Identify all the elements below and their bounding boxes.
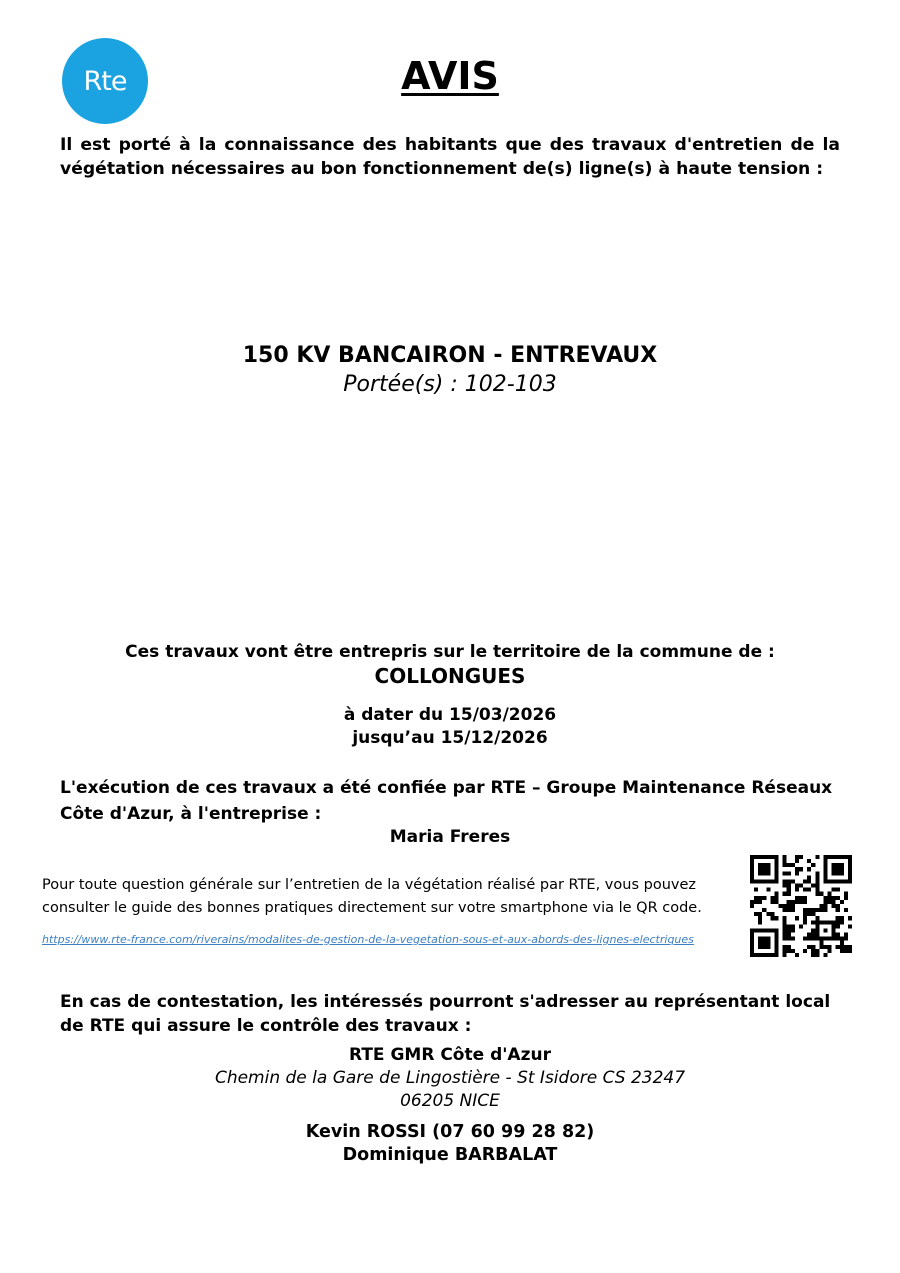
commune-name: COLLONGUES — [374, 664, 526, 688]
start-date: à dater du 15/03/2026 — [343, 705, 557, 725]
end-date: jusqu’au 15/12/2026 — [352, 728, 548, 748]
line-spans: Portée(s) : 102-103 — [343, 372, 557, 397]
contact-person-2: Dominique BARBALAT — [342, 1145, 558, 1165]
contact-address-line2: 06205 NICE — [400, 1091, 500, 1111]
qr-code-icon[interactable] — [750, 855, 852, 957]
company-name: Maria Freres — [389, 827, 511, 847]
line-name: 150 KV BANCAIRON - ENTREVAUX — [242, 343, 658, 368]
contestation-paragraph: En cas de contestation, les intéressés pourront s'adresser au représentant local de RTE qui assure le contrôle des travaux : — [60, 992, 831, 1036]
guide-link[interactable]: https://www.rte-france.com/riverains/modalites-de-gestion-de-la-vegetation-sous-et-aux-abords-des-lignes-electriques — [42, 933, 694, 946]
contact-address-line1: Chemin de la Gare de Lingostière - St Isidore CS 23247 — [214, 1068, 686, 1088]
logo-text: Rte — [83, 65, 127, 97]
intro-paragraph: Il est porté à la connaissance des habitants que des travaux d'entretien de la végétation nécessaires au bon fonctionnement de(s) ligne(s) à haute tension : — [60, 135, 840, 179]
commune-intro: Ces travaux vont être entrepris sur le territoire de la commune de : — [125, 642, 775, 662]
execution-paragraph: L'exécution de ces travaux a été confiée par RTE – Groupe Maintenance Réseaux Côte d'Azur, à l'entreprise : — [60, 778, 833, 824]
guide-paragraph: Pour toute question générale sur l’entretien de la végétation réalisé par RTE, vous pouvez consulter le guide des bonnes pratiques directement sur votre smartphone via le QR code. — [42, 877, 702, 916]
page-title: AVIS — [401, 54, 499, 98]
contact-person-1: Kevin ROSSI (07 60 99 28 82) — [305, 1122, 595, 1142]
contact-org: RTE GMR Côte d'Azur — [349, 1045, 551, 1065]
